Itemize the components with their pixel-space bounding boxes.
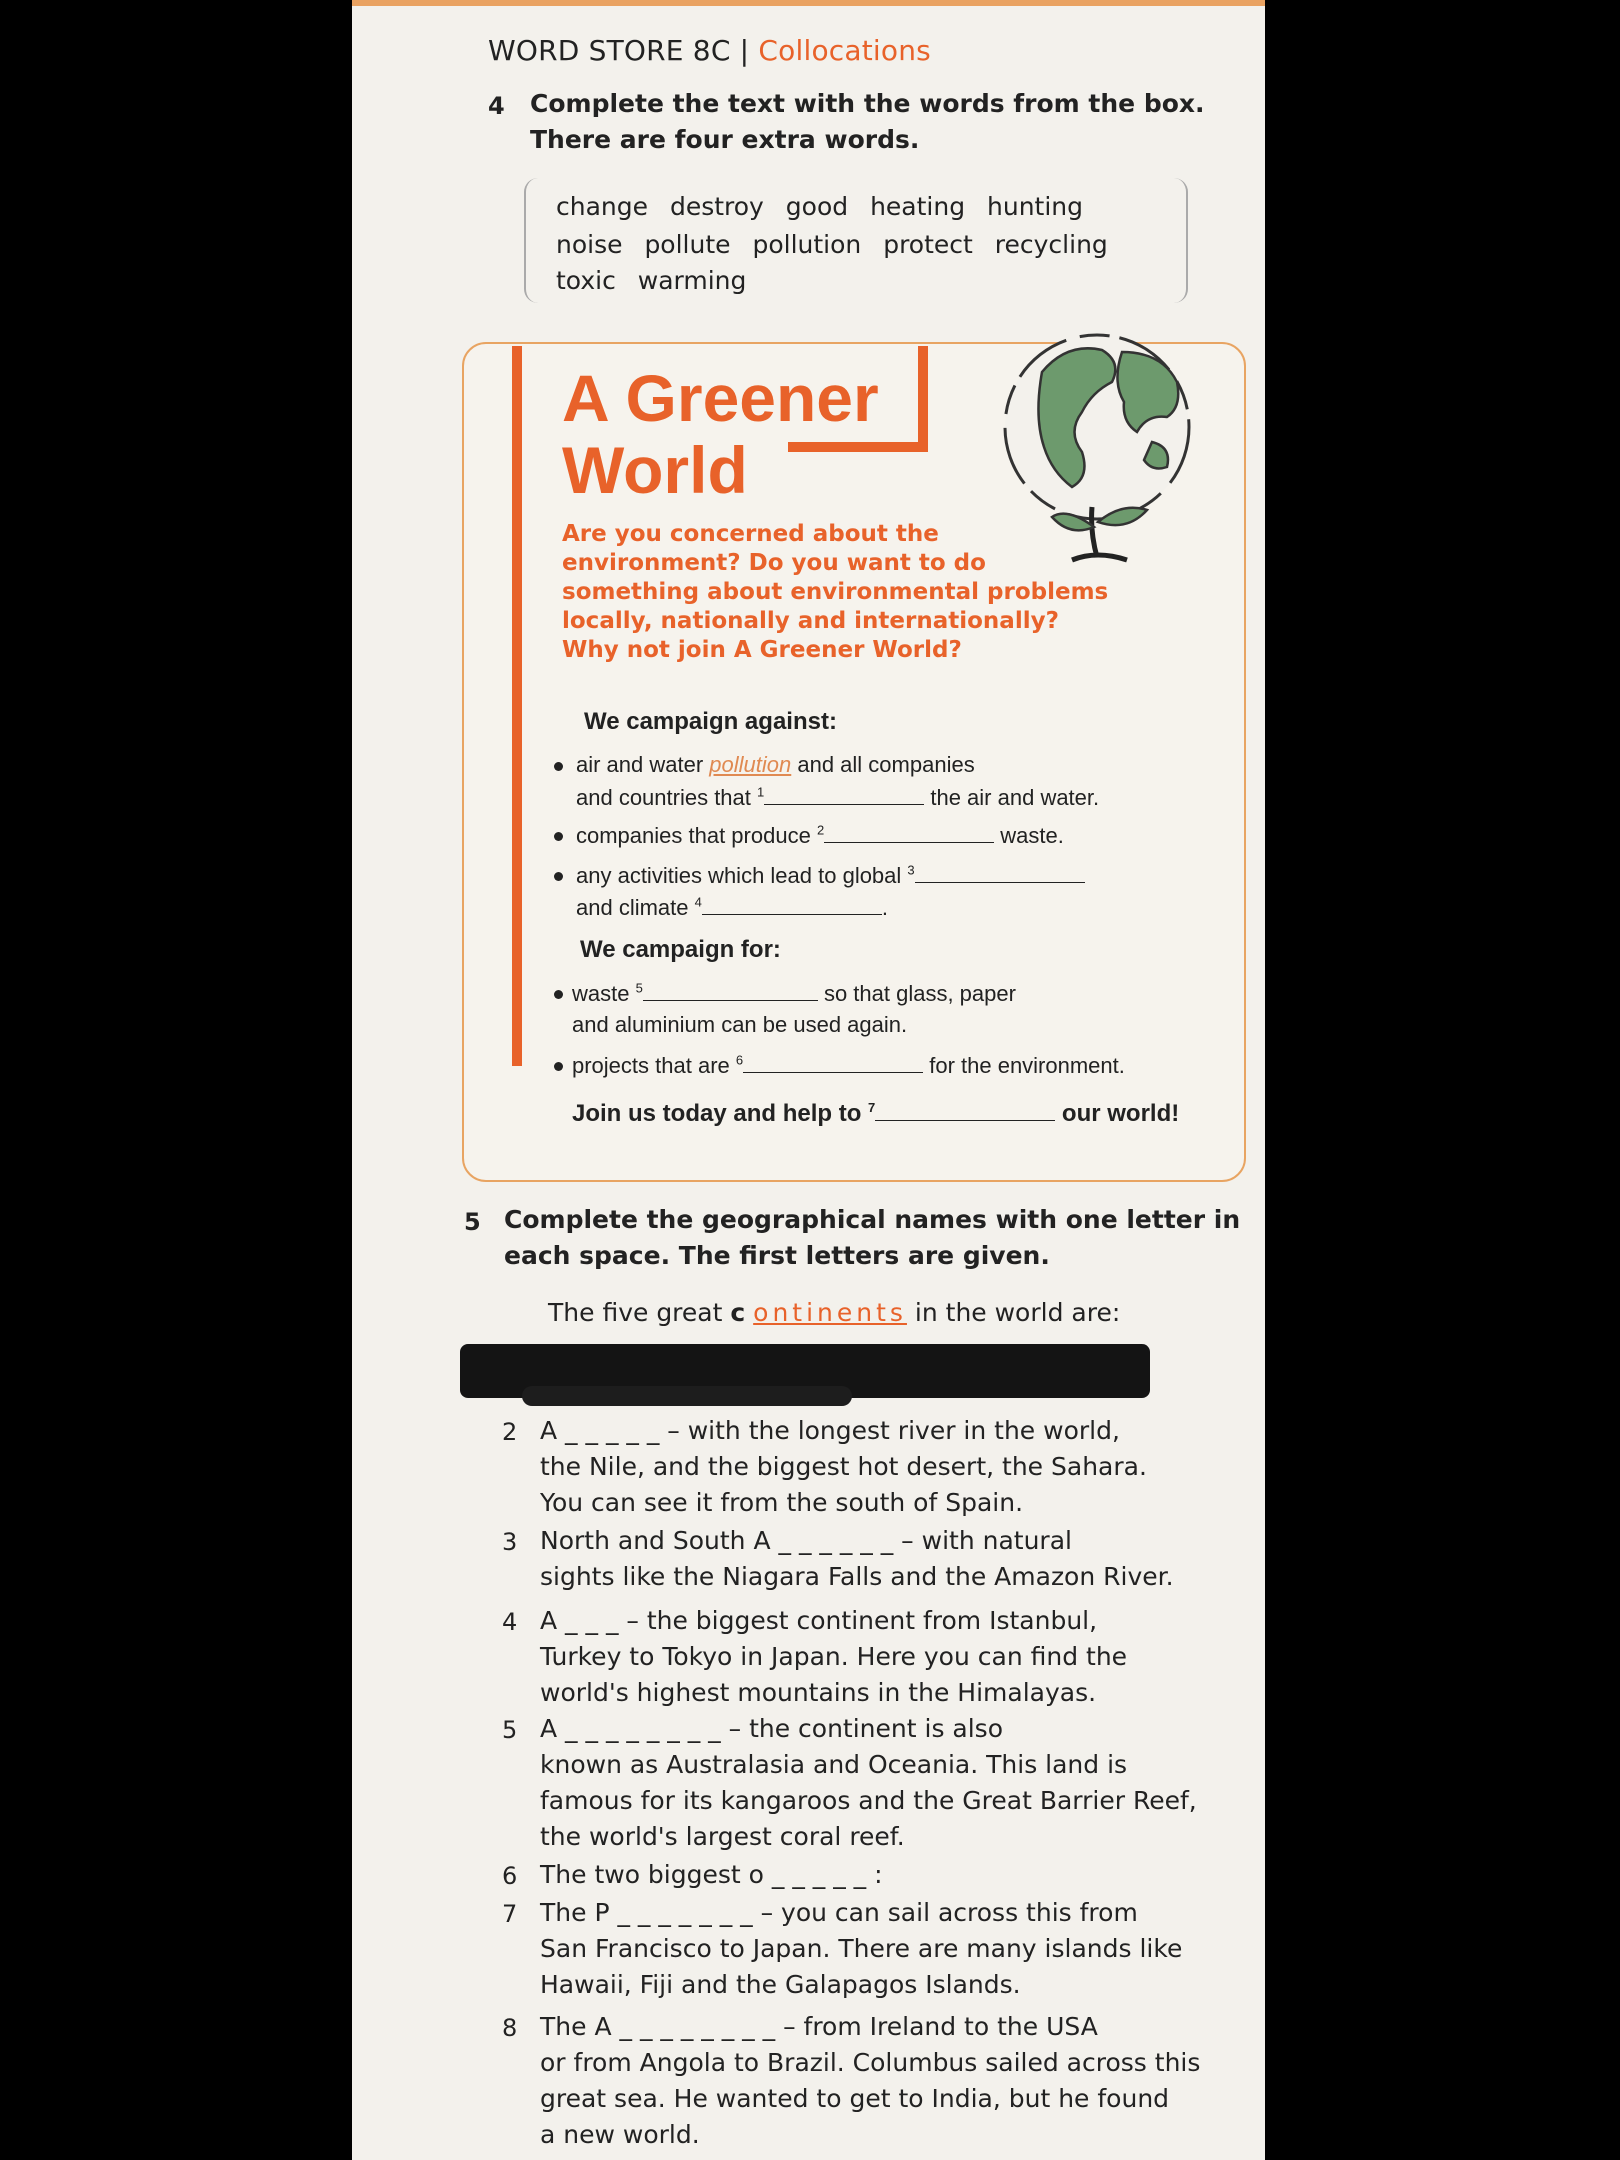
- item-first-line[interactable]: The P _ _ _ _ _ _ _ – you can sail across this from: [540, 1898, 1138, 1927]
- bullet-4-line-1: [572, 980, 1016, 1007]
- bullet-1-line-2: [576, 784, 1099, 811]
- instruction-line: Complete the text with the words from the box.: [530, 89, 1205, 118]
- redacted-item-1-tail: [522, 1386, 852, 1406]
- item-first-line[interactable]: A _ _ _ – the biggest continent from Istanbul,: [540, 1606, 1098, 1635]
- gap-number: 1: [757, 784, 765, 800]
- text: and countries that: [576, 785, 758, 810]
- intro-line: something about environmental problems: [562, 579, 1109, 605]
- section-title: [488, 34, 931, 67]
- text: and climate: [576, 895, 695, 920]
- item-first-line[interactable]: North and South A _ _ _ _ _ _ – with natural: [540, 1526, 1072, 1555]
- text: air and water: [576, 752, 710, 777]
- item-first-line[interactable]: The A _ _ _ _ _ _ _ _ – from Ireland to the USA: [540, 2012, 1098, 2041]
- gap-6-blank[interactable]: [743, 1052, 923, 1073]
- gap-number: 2: [816, 822, 825, 838]
- item-number: 3: [502, 1528, 518, 1556]
- text: Join us today and help to: [572, 1100, 869, 1127]
- bullet-dot: [554, 1062, 563, 1071]
- text: and all companies: [791, 752, 975, 777]
- gap-4-blank[interactable]: [702, 894, 882, 915]
- bullet-5: [572, 1052, 1125, 1079]
- gap-1-blank[interactable]: [764, 784, 924, 805]
- intro-line: Are you concerned about the: [562, 521, 939, 547]
- item-line: the Nile, and the biggest hot desert, the Sahara.: [540, 1452, 1147, 1481]
- text: companies that produce: [576, 823, 817, 848]
- exercise-5-instruction: [504, 1202, 1240, 1274]
- item-number: 6: [502, 1862, 518, 1890]
- item-line: the world's largest coral reef.: [540, 1822, 905, 1851]
- exercise-4-instruction: [530, 86, 1205, 158]
- text: in the world are:: [906, 1298, 1121, 1327]
- gap-number: 5: [635, 980, 643, 996]
- item-line: a new world.: [540, 2120, 700, 2149]
- item-number: 8: [502, 2014, 518, 2042]
- text: waste.: [994, 823, 1064, 848]
- item-line: Hawaii, Fiji and the Galapagos Islands.: [540, 1970, 1021, 1999]
- for-heading: We campaign for:: [580, 936, 781, 963]
- item-line: San Francisco to Japan. There are many islands like: [540, 1934, 1183, 1963]
- text: .: [881, 895, 888, 920]
- against-heading: We campaign against:: [584, 708, 837, 735]
- exercise-4-number: 4: [488, 92, 505, 120]
- poster-title: [562, 362, 879, 506]
- item-line: Turkey to Tokyo in Japan. Here you can find the: [540, 1642, 1128, 1671]
- bullet-3-line-1: [576, 862, 1085, 889]
- bullet-4-line-2: and aluminium can be used again.: [572, 1012, 908, 1037]
- word-box: [524, 178, 1188, 303]
- instruction-line: each space. The first letters are given.: [504, 1241, 1050, 1270]
- item-line: You can see it from the south of Spain.: [540, 1488, 1024, 1517]
- item-number: 4: [502, 1608, 518, 1636]
- gap-number: 4: [694, 894, 702, 910]
- bullet-dot: [554, 762, 563, 771]
- intro-line: locally, nationally and internationally?: [562, 608, 1059, 634]
- exercise-5-number: 5: [464, 1208, 481, 1236]
- text: projects that are: [572, 1053, 736, 1078]
- bullet-dot: [554, 832, 563, 841]
- gap-number: 6: [735, 1052, 744, 1068]
- gap-number: 7: [868, 1100, 876, 1115]
- bullet-3-line-2: [576, 894, 888, 921]
- word-box-line: change destroy good heating hunting: [556, 192, 1084, 221]
- text: the air and water.: [924, 785, 1100, 810]
- item-line: great sea. He wanted to get to India, but he found: [540, 2084, 1170, 2113]
- item-line: world's highest mountains in the Himalayas.: [540, 1678, 1097, 1707]
- bullet-dot: [554, 990, 563, 999]
- text: The five great: [548, 1298, 731, 1327]
- gap-3-blank[interactable]: [915, 862, 1085, 883]
- intro-line: Why not join A Greener World?: [562, 637, 962, 663]
- instruction-line: Complete the geographical names with one letter in: [504, 1205, 1241, 1234]
- word-box-line: noise pollute pollution protect recycling: [556, 230, 1108, 259]
- bullet-dot: [554, 872, 563, 881]
- text: waste: [572, 981, 636, 1006]
- gap-5-blank[interactable]: [643, 980, 818, 1001]
- poster-left-bar: [512, 346, 522, 1066]
- text: so that glass, paper: [817, 981, 1016, 1006]
- section-title-main: WORD STORE 8C: [488, 34, 731, 67]
- gap-number: 3: [907, 862, 915, 878]
- exercise-5-lead: [548, 1298, 1120, 1327]
- workbook-page: [352, 0, 1265, 2160]
- item-line: known as Australasia and Oceania. This land is: [540, 1750, 1128, 1779]
- title-separator: |: [730, 34, 759, 67]
- item-number: 5: [502, 1716, 518, 1744]
- item-number: 7: [502, 1900, 518, 1928]
- poster-intro: [562, 520, 1162, 665]
- instruction-line: There are four extra words.: [530, 125, 920, 154]
- item-first-line[interactable]: The two biggest o _ _ _ _ _ :: [540, 1860, 883, 1889]
- item-line: or from Angola to Brazil. Columbus sailed across this: [540, 2048, 1201, 2077]
- section-subtitle: Collocations: [758, 34, 931, 67]
- gap-7-blank[interactable]: [875, 1100, 1055, 1121]
- item-line: famous for its kangaroos and the Great Barrier Reef,: [540, 1786, 1197, 1815]
- given-letter: c: [730, 1298, 746, 1327]
- gap-2-blank[interactable]: [824, 822, 994, 843]
- poster-title-line: World: [562, 433, 748, 507]
- bullet-1-line-1: [576, 752, 975, 778]
- bullet-2: [576, 822, 1064, 849]
- text: our world!: [1055, 1100, 1180, 1127]
- word-box-line: toxic warming: [556, 266, 747, 295]
- poster-title-line: A Greener: [562, 361, 879, 435]
- item-number: 2: [502, 1418, 518, 1446]
- item-first-line[interactable]: A _ _ _ _ _ – with the longest river in the world,: [540, 1416, 1120, 1445]
- text: for the environment.: [923, 1053, 1125, 1078]
- intro-line: environment? Do you want to do: [562, 550, 986, 576]
- item-line: sights like the Niagara Falls and the Amazon River.: [540, 1562, 1174, 1591]
- example-answer: pollution: [709, 752, 792, 777]
- poster-call-to-action: [572, 1100, 1179, 1128]
- example-answer: ontinents: [753, 1298, 907, 1327]
- text: any activities which lead to global: [576, 863, 908, 888]
- item-first-line[interactable]: A _ _ _ _ _ _ _ _ – the continent is also: [540, 1714, 1004, 1743]
- top-border: [352, 0, 1265, 6]
- poster-title-bar-vertical: [918, 346, 928, 452]
